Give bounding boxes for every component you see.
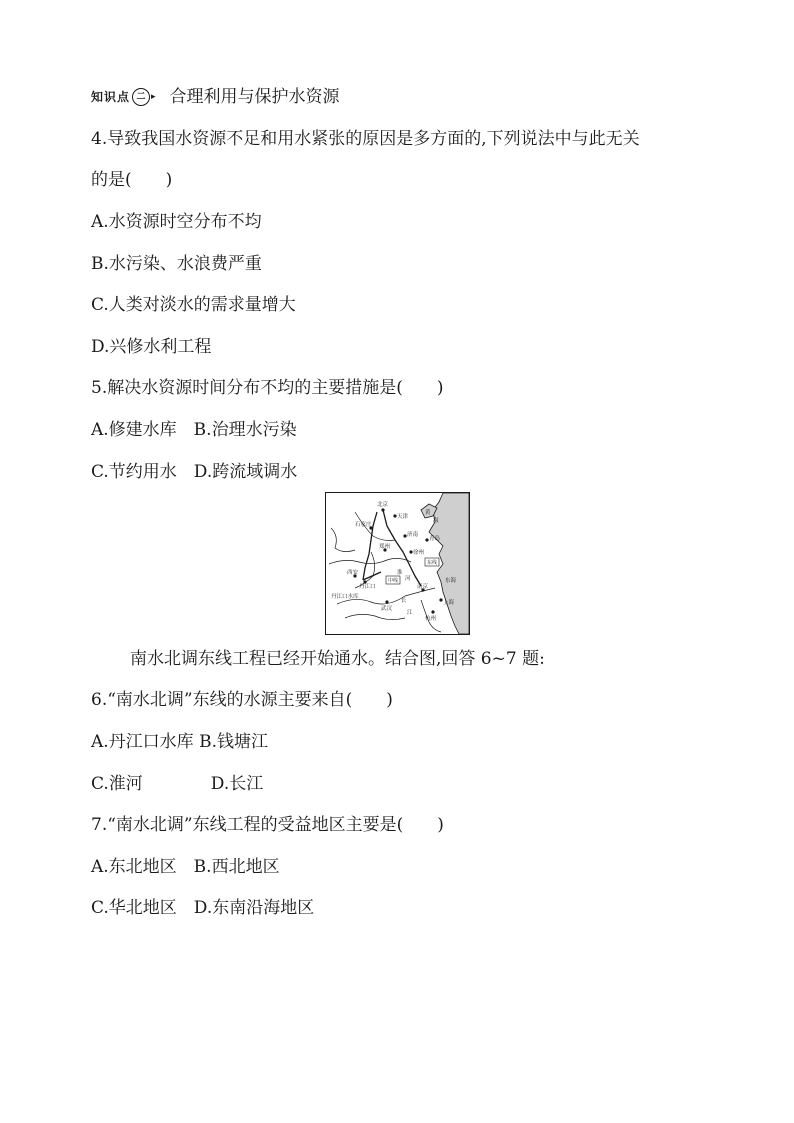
- label-nanjing: 南京: [417, 584, 429, 590]
- passage-intro: 南水北调东线工程已经开始通水。结合图,回答 6~7 题:: [130, 649, 545, 669]
- label-jiang: 江: [407, 610, 413, 616]
- label-hangzhou: 杭州: [425, 616, 437, 622]
- q4-option-d: D.兴修水利工程: [91, 337, 212, 357]
- q4-option-a: A.水资源时空分布不均: [91, 212, 262, 232]
- label-tianjin: 天津: [397, 514, 409, 520]
- section-tag: 知识点: [91, 90, 131, 104]
- label-shijiazhuang: 石家庄: [355, 522, 372, 528]
- section-number-badge: 二: [132, 88, 150, 106]
- section-title: 合理利用与保护水资源: [169, 87, 340, 107]
- label-chang: 长: [401, 598, 407, 604]
- label-middle-route: 中线: [388, 578, 399, 584]
- south-north-water-map: [325, 492, 470, 635]
- label-wuhan: 武汉: [381, 606, 393, 612]
- q6-stem: 6.“南水北调”东线的水源主要来自( ): [91, 690, 393, 710]
- label-beijing: 北京: [377, 502, 389, 508]
- q7-options-row2: C.华北地区 D.东南沿海地区: [91, 898, 315, 918]
- q4-stem-line2: 的是( ): [91, 170, 173, 190]
- q4-option-c: C.人类对淡水的需求量增大: [91, 295, 296, 315]
- arrow-right-icon: ▸: [151, 92, 156, 102]
- q7-stem: 7.“南水北调”东线工程的受益地区主要是( ): [91, 815, 444, 835]
- q5-options-row2: C.节约用水 D.跨流域调水: [91, 462, 298, 482]
- q6-options-row2: C.淮河 D.长江: [91, 774, 264, 794]
- label-jinan: 济南: [407, 532, 419, 538]
- label-xian: 西安: [347, 570, 359, 576]
- label-east-route: 东线: [427, 560, 438, 566]
- q5-options-row1: A.修建水库 B.治理水污染: [91, 420, 297, 440]
- section-header: [91, 86, 340, 108]
- q4-stem-line1: 4.导致我国水资源不足和用水紧张的原因是多方面的,下列说法中与此无关: [91, 129, 640, 149]
- q5-stem: 5.解决水资源时间分布不均的主要措施是( ): [91, 378, 444, 398]
- q4-option-b: B.水污染、水浪费严重: [91, 254, 262, 274]
- label-xuzhou: 徐州: [413, 550, 425, 556]
- label-huang: 黄: [425, 510, 431, 516]
- label-donghai: 东海: [445, 578, 457, 584]
- label-danjiangkou: 丹江口: [359, 584, 376, 590]
- label-he: 河: [405, 576, 411, 582]
- label-zhengzhou: 郑州: [379, 544, 391, 550]
- label-shanghai: 上海: [443, 600, 455, 606]
- q6-options-row1: A.丹江口水库 B.钱塘江: [91, 732, 268, 752]
- label-huai: 淮: [397, 570, 403, 576]
- label-danjiangkou-reservoir: 丹江口水库: [331, 594, 359, 600]
- label-hai: 海: [433, 518, 439, 524]
- q7-options-row1: A.东北地区 B.西北地区: [91, 857, 280, 877]
- label-qingdao: 青岛: [429, 536, 441, 542]
